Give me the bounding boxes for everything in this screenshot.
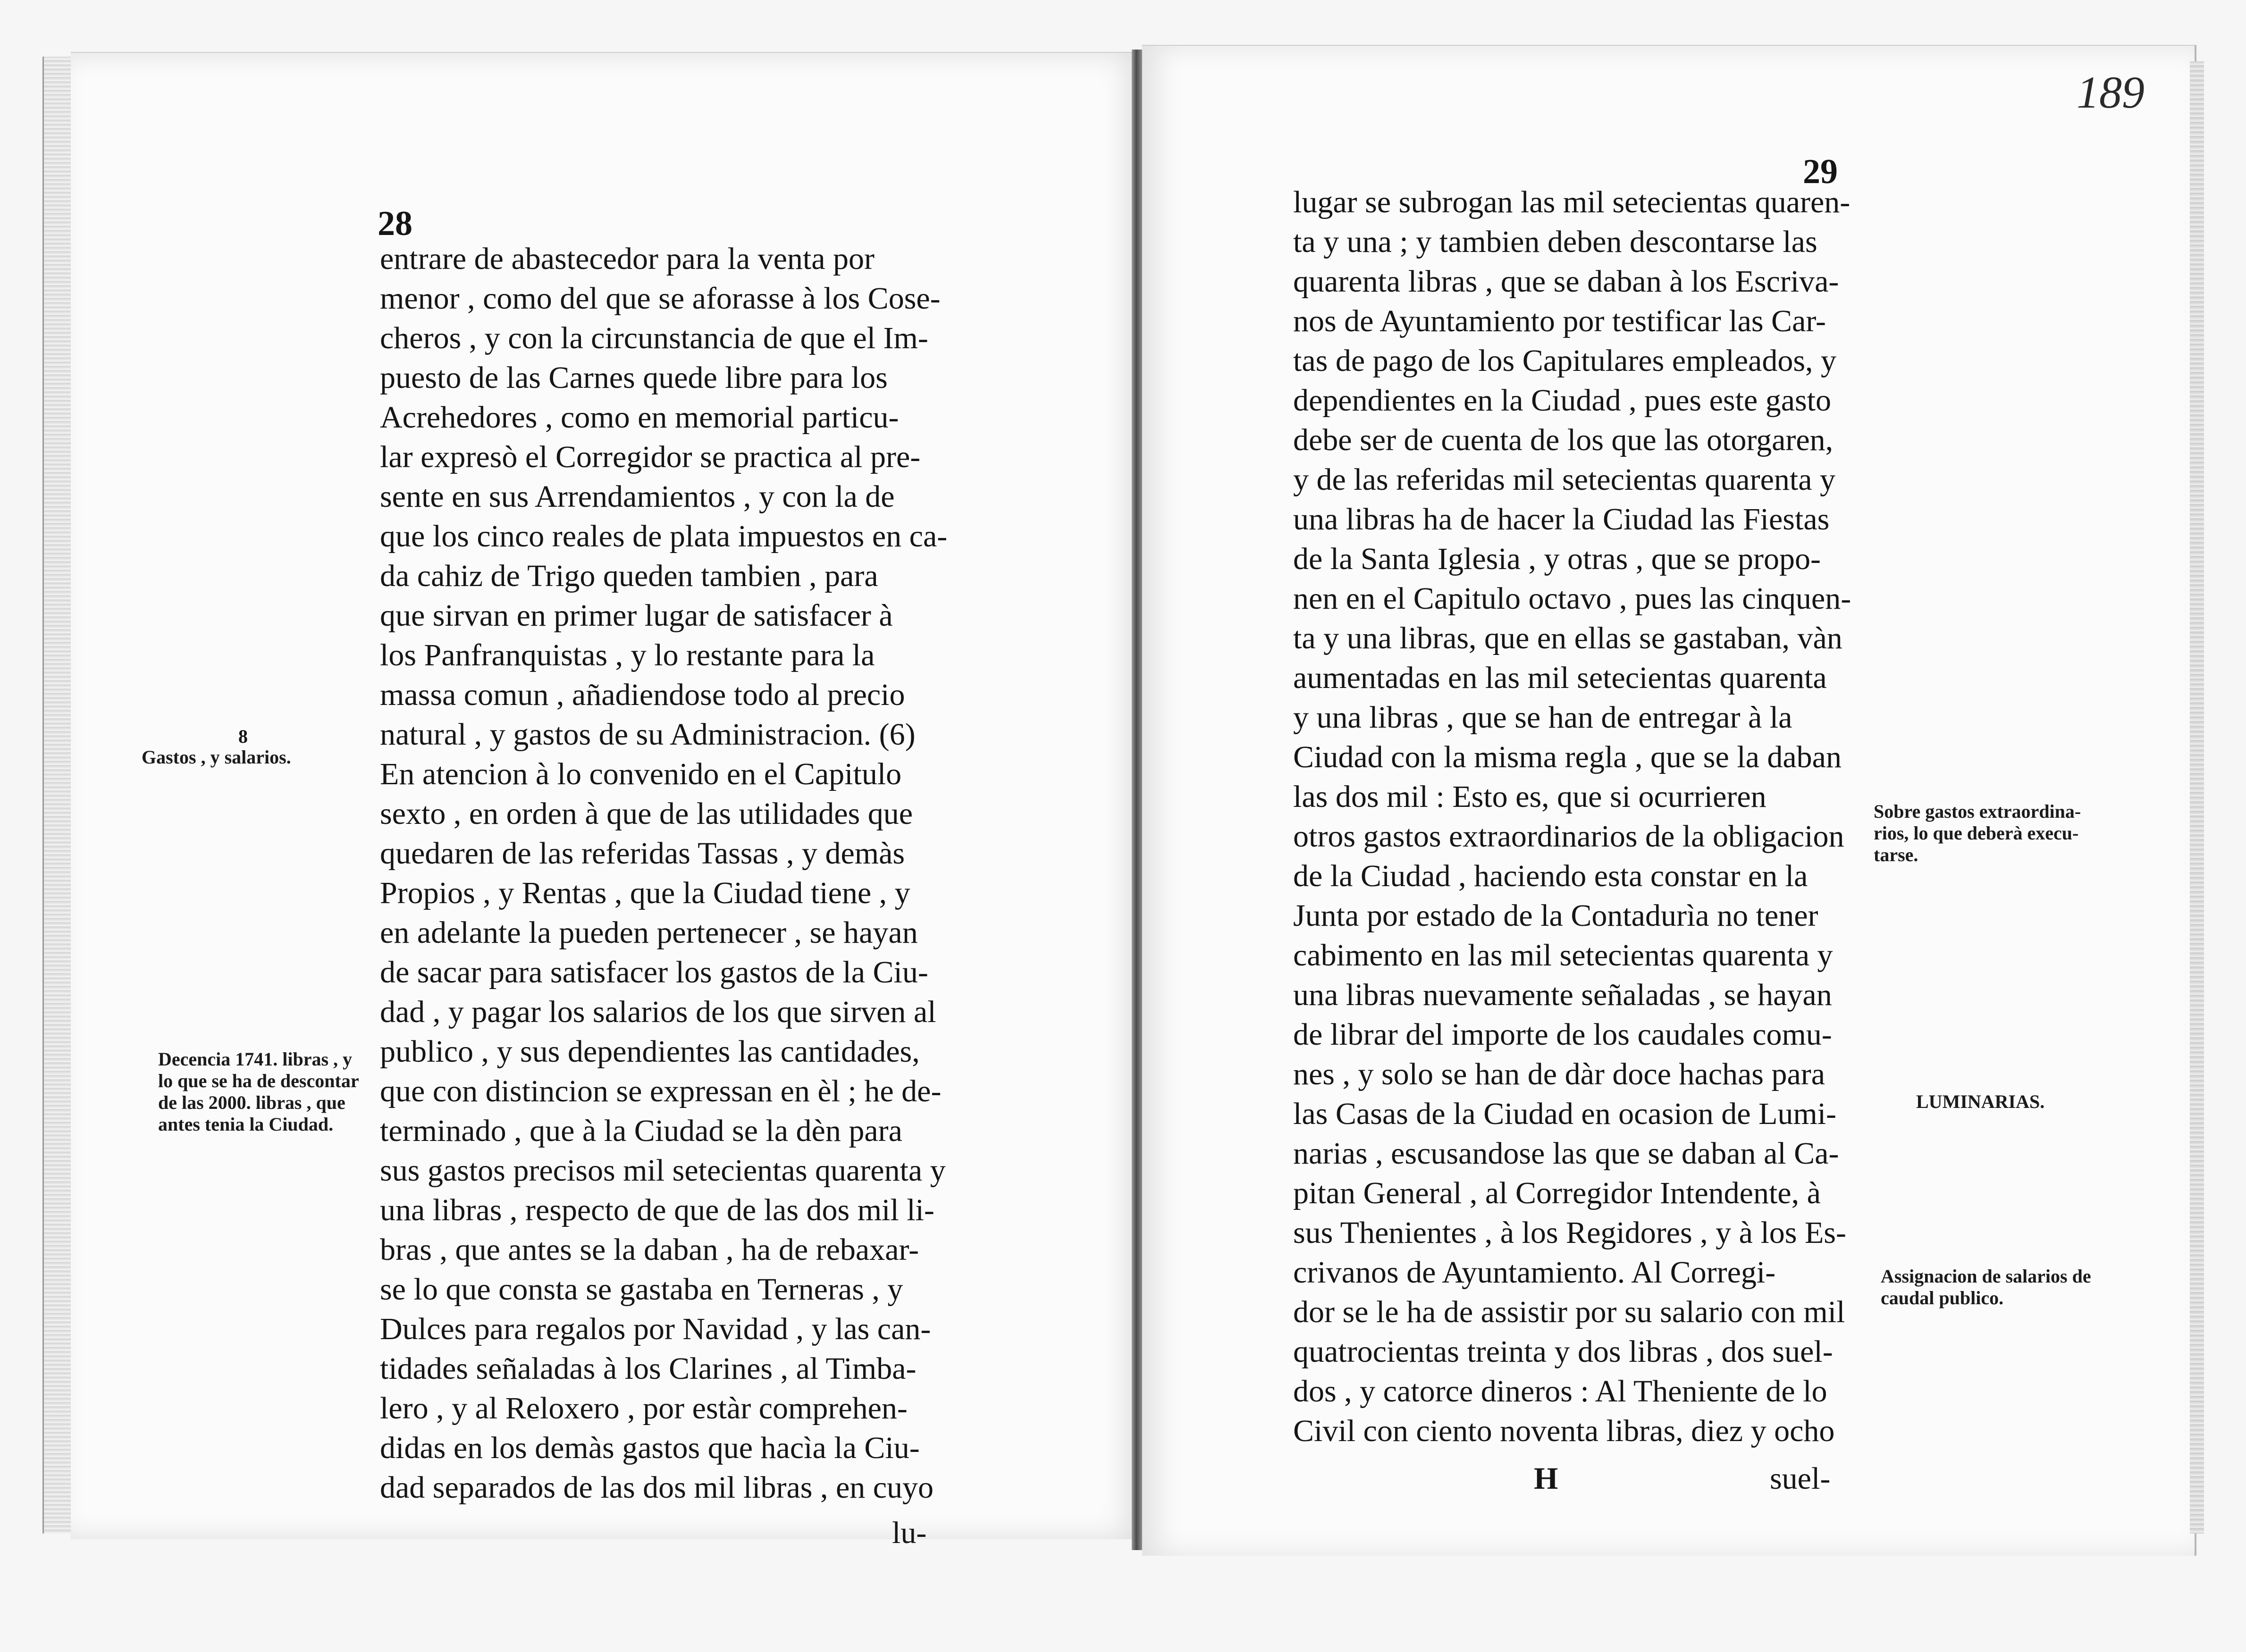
text-line: que los cinco reales de plata impuestos en ca- [380, 519, 948, 553]
left-text-column [380, 239, 1064, 1542]
margin-note-line: rios, lo que deberà execu- [1874, 822, 2079, 844]
text-line: de la Santa Iglesia , y otras , que se propo- [1293, 542, 1821, 576]
margin-note-line: Decencia 1741. libras , y [158, 1048, 353, 1070]
text-line: sus gastos precisos mil setecientas quarenta y [380, 1153, 946, 1188]
folio-number: 189 [2077, 67, 2145, 117]
text-line: Acrehedores , como en memorial particu- [380, 400, 899, 435]
text-line: entrare de abastecedor para la venta por [380, 242, 875, 276]
text-line: nes , y solo se han de dàr doce hachas para [1293, 1057, 1825, 1091]
right-page [1142, 45, 2196, 1556]
margin-note-luminarias [1916, 1091, 2044, 1113]
text-line: dad separados de las dos mil libras , en cuyo [380, 1470, 934, 1505]
text-line: Propios , y Rentas , que la Ciudad tiene , y [380, 876, 910, 910]
right-page-number: 29 [1803, 152, 1838, 191]
text-line: Civil con ciento noventa libras, diez y ocho [1293, 1414, 1835, 1448]
text-line: Dulces para regalos por Navidad , y las can- [380, 1312, 931, 1346]
text-line: dependientes en la Ciudad , pues este gasto [1293, 383, 1832, 418]
text-line: publico , y sus dependientes las cantidades, [380, 1034, 920, 1069]
margin-note-line: tarse. [1874, 844, 1918, 865]
text-line: nen en el Capitulo octavo , pues las cinquen- [1293, 581, 1851, 616]
text-line: bras , que antes se la daban , ha de rebaxar- [380, 1233, 919, 1267]
left-page-number: 28 [378, 204, 412, 243]
text-line: nos de Ayuntamiento por testificar las Car- [1293, 304, 1826, 338]
text-line: pitan General , al Corregidor Intendente, à [1293, 1176, 1821, 1210]
book-page-edges-right [2190, 61, 2204, 1534]
text-line: Junta por estado de la Contadurìa no tener [1293, 898, 1818, 933]
text-line: natural , y gastos de su Administracion. (6) [380, 717, 916, 752]
text-line: que sirvan en primer lugar de satisfacer à [380, 598, 893, 633]
text-line: y una libras , que se han de entregar à la [1293, 700, 1792, 735]
text-line: crivanos de Ayuntamiento. Al Corregi- [1293, 1255, 1776, 1290]
text-line: y de las referidas mil setecientas quarenta y [1293, 462, 1836, 497]
text-line: menor , como del que se aforasse à los Cose- [380, 281, 941, 316]
signature-mark: H [1534, 1461, 1558, 1496]
text-line: quarenta libras , que se daban à los Escriva- [1293, 264, 1839, 299]
book-gutter [1132, 50, 1142, 1550]
text-line: dor se le ha de assistir por su salario con mil [1293, 1295, 1845, 1329]
text-line: que con distincion se expressan en èl ; he de- [380, 1074, 942, 1108]
text-line: ta y una ; y tambien deben descontarse las [1293, 225, 1817, 259]
text-line: cheros , y con la circunstancia de que el Im- [380, 321, 928, 355]
text-line: de librar del importe de los caudales comu- [1293, 1017, 1832, 1052]
text-line: una libras nuevamente señaladas , se hayan [1293, 978, 1832, 1012]
right-catchword: suel- [1770, 1461, 1831, 1496]
text-line: massa comun , añadiendose todo al precio [380, 678, 905, 712]
text-line: sexto , en orden à que de las utilidades que [380, 797, 913, 831]
text-line: de la Ciudad , haciendo esta constar en la [1293, 859, 1808, 893]
text-line: tidades señaladas à los Clarines , al Timba- [380, 1351, 917, 1386]
text-line: narias , escusandose las que se daban al Ca- [1293, 1136, 1839, 1171]
text-line: tas de pago de los Capitulares empleados, y [1293, 344, 1837, 378]
text-line: lero , y al Reloxero , por estàr comprehen- [380, 1391, 908, 1426]
text-line: terminado , que à la Ciudad se la dèn para [380, 1114, 902, 1148]
text-line: puesto de las Carnes quede libre para los [380, 361, 888, 395]
margin-note-line: Gastos , y salarios. [142, 746, 291, 768]
text-line: en adelante la pueden pertenecer , se hayan [380, 915, 918, 950]
text-line: otros gastos extraordinarios de la obligacion [1293, 819, 1844, 854]
text-line: debe ser de cuenta de los que las otorgaren, [1293, 423, 1834, 457]
text-line: En atencion à lo convenido en el Capitulo [380, 757, 902, 791]
text-line: las dos mil : Esto es, que si ocurrieren [1293, 780, 1767, 814]
text-line: dos , y catorce dineros : Al Theniente de lo [1293, 1374, 1827, 1409]
left-catchword: lu- [892, 1516, 927, 1550]
text-line: da cahiz de Trigo queden tambien , para [380, 559, 878, 593]
text-line: los Panfranquistas , y lo restante para la [380, 638, 875, 672]
margin-note-line: lo que se ha de descontar [158, 1070, 359, 1091]
text-line: cabimento en las mil setecientas quarenta y [1293, 938, 1833, 973]
margin-note-line: caudal publico. [1881, 1287, 2004, 1308]
text-line: quatrocientas treinta y dos libras , dos suel- [1293, 1334, 1833, 1369]
text-line: sus Thenientes , à los Regidores , y à los Es- [1293, 1216, 1846, 1250]
margin-note-salarios [1881, 1266, 2091, 1309]
left-page [71, 52, 1142, 1550]
text-line: ta y una libras, que en ellas se gastaban, vàn [1293, 621, 1842, 655]
text-line: lar expresò el Corregidor se practica al pre- [380, 440, 921, 474]
text-line: Ciudad con la misma regla , que se la daban [1293, 740, 1842, 774]
text-line: lugar se subrogan las mil setecientas quaren- [1293, 185, 1851, 219]
margin-note-decencia [158, 1048, 359, 1135]
margin-note-line: Sobre gastos extraordina- [1874, 801, 2081, 822]
margin-note-line: de las 2000. libras , que [158, 1092, 345, 1113]
text-line: dad , y pagar los salarios de los que sirven al [380, 995, 936, 1029]
text-line: una libras , respecto de que de las dos mil li- [380, 1193, 934, 1227]
text-line: aumentadas en las mil setecientas quarenta [1293, 661, 1827, 695]
margin-note-line: antes tenia la Ciudad. [158, 1114, 334, 1135]
text-line: se lo que consta se gastaba en Terneras , y [380, 1272, 903, 1307]
margin-note-gastos [142, 746, 291, 768]
margin-note-line: Assignacion de salarios de [1881, 1266, 2091, 1287]
text-line: quedaren de las referidas Tassas , y demàs [380, 836, 905, 871]
text-line: de sacar para satisfacer los gastos de la Ciu- [380, 955, 928, 990]
margin-note-gastos-extraordinarios [1874, 801, 2081, 866]
margin-note-line: LUMINARIAS. [1916, 1091, 2045, 1112]
text-line: una libras ha de hacer la Ciudad las Fiestas [1293, 502, 1830, 537]
text-line: didas en los demàs gastos que hacìa la Ciu- [380, 1431, 920, 1465]
text-line: las Casas de la Ciudad en ocasion de Lumi- [1293, 1097, 1837, 1131]
text-line: sente en sus Arrendamientos , y con la de [380, 479, 895, 514]
margin-number: 8 [238, 726, 248, 747]
